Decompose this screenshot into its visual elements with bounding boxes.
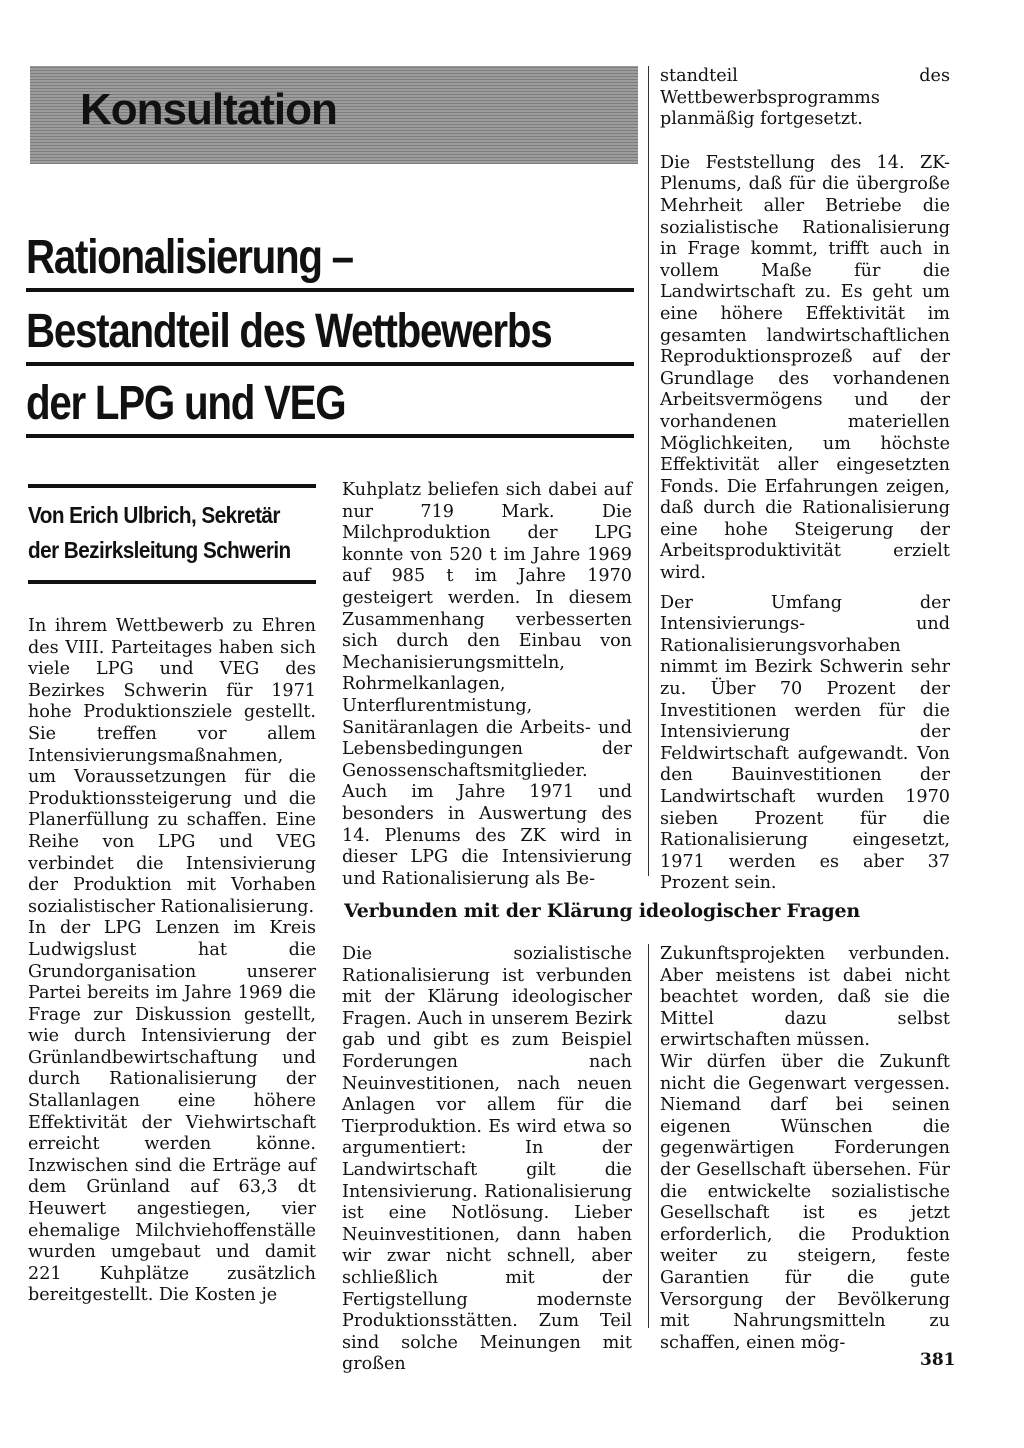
article-column-1	[28, 616, 316, 1307]
paragraph: Die Feststellung des 14. ZK-Plenums, daß für die übergroße Mehrheit aller Betriebe die sozialistische Rationalisierung in Frage kommt, trifft auch in vollem Maße für die Landwirtschaft zu. Es geht um eine höhere Effektivität im gesamten landwirtschaftlichen Reproduktionsprozeß auf der Grundlage des vorhandenen Arbeitsvermögens und der vorhandenen materiellen Möglichkeiten, um höchste Effektivität aller eingesetzten Fonds. Die Erfahrungen zeigen, daß durch die Rationalisierung eine hohe Steigerung der Arbeitsproduktivität erzielt wird.	[660, 152, 950, 584]
headline-line-2: Bestandteil des Wettbewerbs	[26, 305, 552, 358]
article-column-4	[342, 944, 632, 1376]
section-banner-label: Konsultation	[80, 85, 337, 134]
byline-rule-top	[28, 484, 316, 488]
paragraph: Auch im Jahre 1971 und besonders in Auswertung des 14. Plenums des ZK wird in dieser LPG die Intensivierung und Rationalisierung als Be-	[342, 782, 632, 889]
article-column-5	[660, 944, 950, 1354]
paragraph: Wir dürfen über die Zukunft nicht die Gegenwart vergessen. Niemand darf bei seinen eigenen Wünschen die gegenwärtigen Forderungen der Gesellschaft übersehen. Für die entwickelte sozialistische Gesellschaft ist es jetzt erforderlich, die Produktion weiter zu steigern, feste Garantien für die gute Versorgung der Bevölkerung mit Nahrungsmitteln zu schaffen, einen mög-	[660, 1051, 950, 1353]
headline-rule-3	[26, 434, 634, 438]
paragraph: Zukunftsprojekten verbunden. Aber meistens ist dabei nicht beachtet worden, daß sie die Mittel dazu selbst erwirtschaften müssen.	[660, 944, 950, 1051]
page-number: 381	[920, 1350, 956, 1370]
byline-rule-bottom	[28, 580, 316, 584]
headline-line-1: Rationalisierung –	[26, 231, 353, 284]
byline-line-1: Von Erich Ulbrich, Sekretär	[28, 502, 280, 528]
column-divider	[648, 66, 649, 876]
paragraph: standteil des Wettbewerbsprogramms planmäßig fortgesetzt.	[660, 66, 950, 130]
paragraph: In der LPG Lenzen im Kreis Ludwigslust hat die Grundorganisation unserer Partei bereits im Jahre 1969 die Frage zur Diskussion gestellt, wie durch Intensivierung der Grünlandbewirtschaftung und durch Rationalisierung der Stallanlagen eine höhere Effektivität der Viehwirtschaft erreicht werden könne. Inzwischen sind die Erträge auf dem Grünland auf 63,3 dt Heuwert angestiegen, vier ehemalige Milchviehoffenställe wurden umgebaut und damit 221 Kuhplätze zusätzlich bereitgestellt. Die Kosten je	[28, 918, 316, 1306]
paragraph: In ihrem Wettbewerb zu Ehren des VIII. Parteitages haben sich viele LPG und VEG des Bezirkes Schwerin für 1971 hohe Produktionsziele gestellt. Sie treffen vor allem Intensivierungsmaßnahmen, um Voraussetzungen für die Produktionssteigerung und die Planerfüllung zu schaffen. Eine Reihe von LPG und VEG verbindet die Intensivierung der Produktion mit Vorhaben sozialistischer Rationalisierung.	[28, 616, 316, 917]
section-banner	[30, 66, 638, 164]
headline-rule-1	[26, 288, 634, 292]
column-divider	[648, 944, 649, 1328]
article-column-2	[342, 480, 632, 890]
byline-line-2: der Bezirksleitung Schwerin	[28, 537, 291, 563]
section-subheading: Verbunden mit der Klärung ideologischer Fragen	[344, 900, 861, 922]
article-column-3	[660, 66, 950, 895]
headline-rule-2	[26, 362, 634, 366]
paragraph: Kuhplatz beliefen sich dabei auf nur 719 Mark. Die Milchproduktion der LPG konnte von 520 t im Jahre 1969 auf 985 t im Jahre 1970 gesteigert werden. In diesem Zusammenhang verbesserten sich durch den Einbau von Mechanisierungsmitteln, Rohrmelkanlagen, Unterflurentmistung, Sanitäranlagen die Arbeits- und Lebensbedingungen der Genossenschaftsmitglieder.	[342, 480, 632, 781]
paragraph: Die sozialistische Rationalisierung ist verbunden mit der Klärung ideologischer Fragen. Auch in unserem Bezirk gab und gibt es zum Beispiel Forderungen nach Neuinvestitionen, nach neuen Anlagen vor allem für die Tierproduktion. Es wird etwa so argumentiert: In der Landwirtschaft gilt die Intensivierung. Rationalisierung ist eine Notlösung. Lieber Neuinvestitionen, dann haben wir zwar nicht schnell, aber schließlich mit der Fertigstellung modernste Produktionsstätten. Zum Teil sind solche Meinungen mit großen	[342, 944, 632, 1375]
headline-line-3: der LPG und VEG	[26, 377, 346, 430]
paragraph: Der Umfang der Intensivierungs- und Rationalisierungsvorhaben nimmt im Bezirk Schwerin sehr zu. Über 70 Prozent der Investitionen werden für die Intensivierung der Feldwirtschaft aufgewandt. Von den Bauinvestitionen der Landwirtschaft wurden 1970 sieben Prozent für die Rationalisierung eingesetzt, 1971 werden es aber 37 Prozent sein.	[660, 592, 950, 894]
